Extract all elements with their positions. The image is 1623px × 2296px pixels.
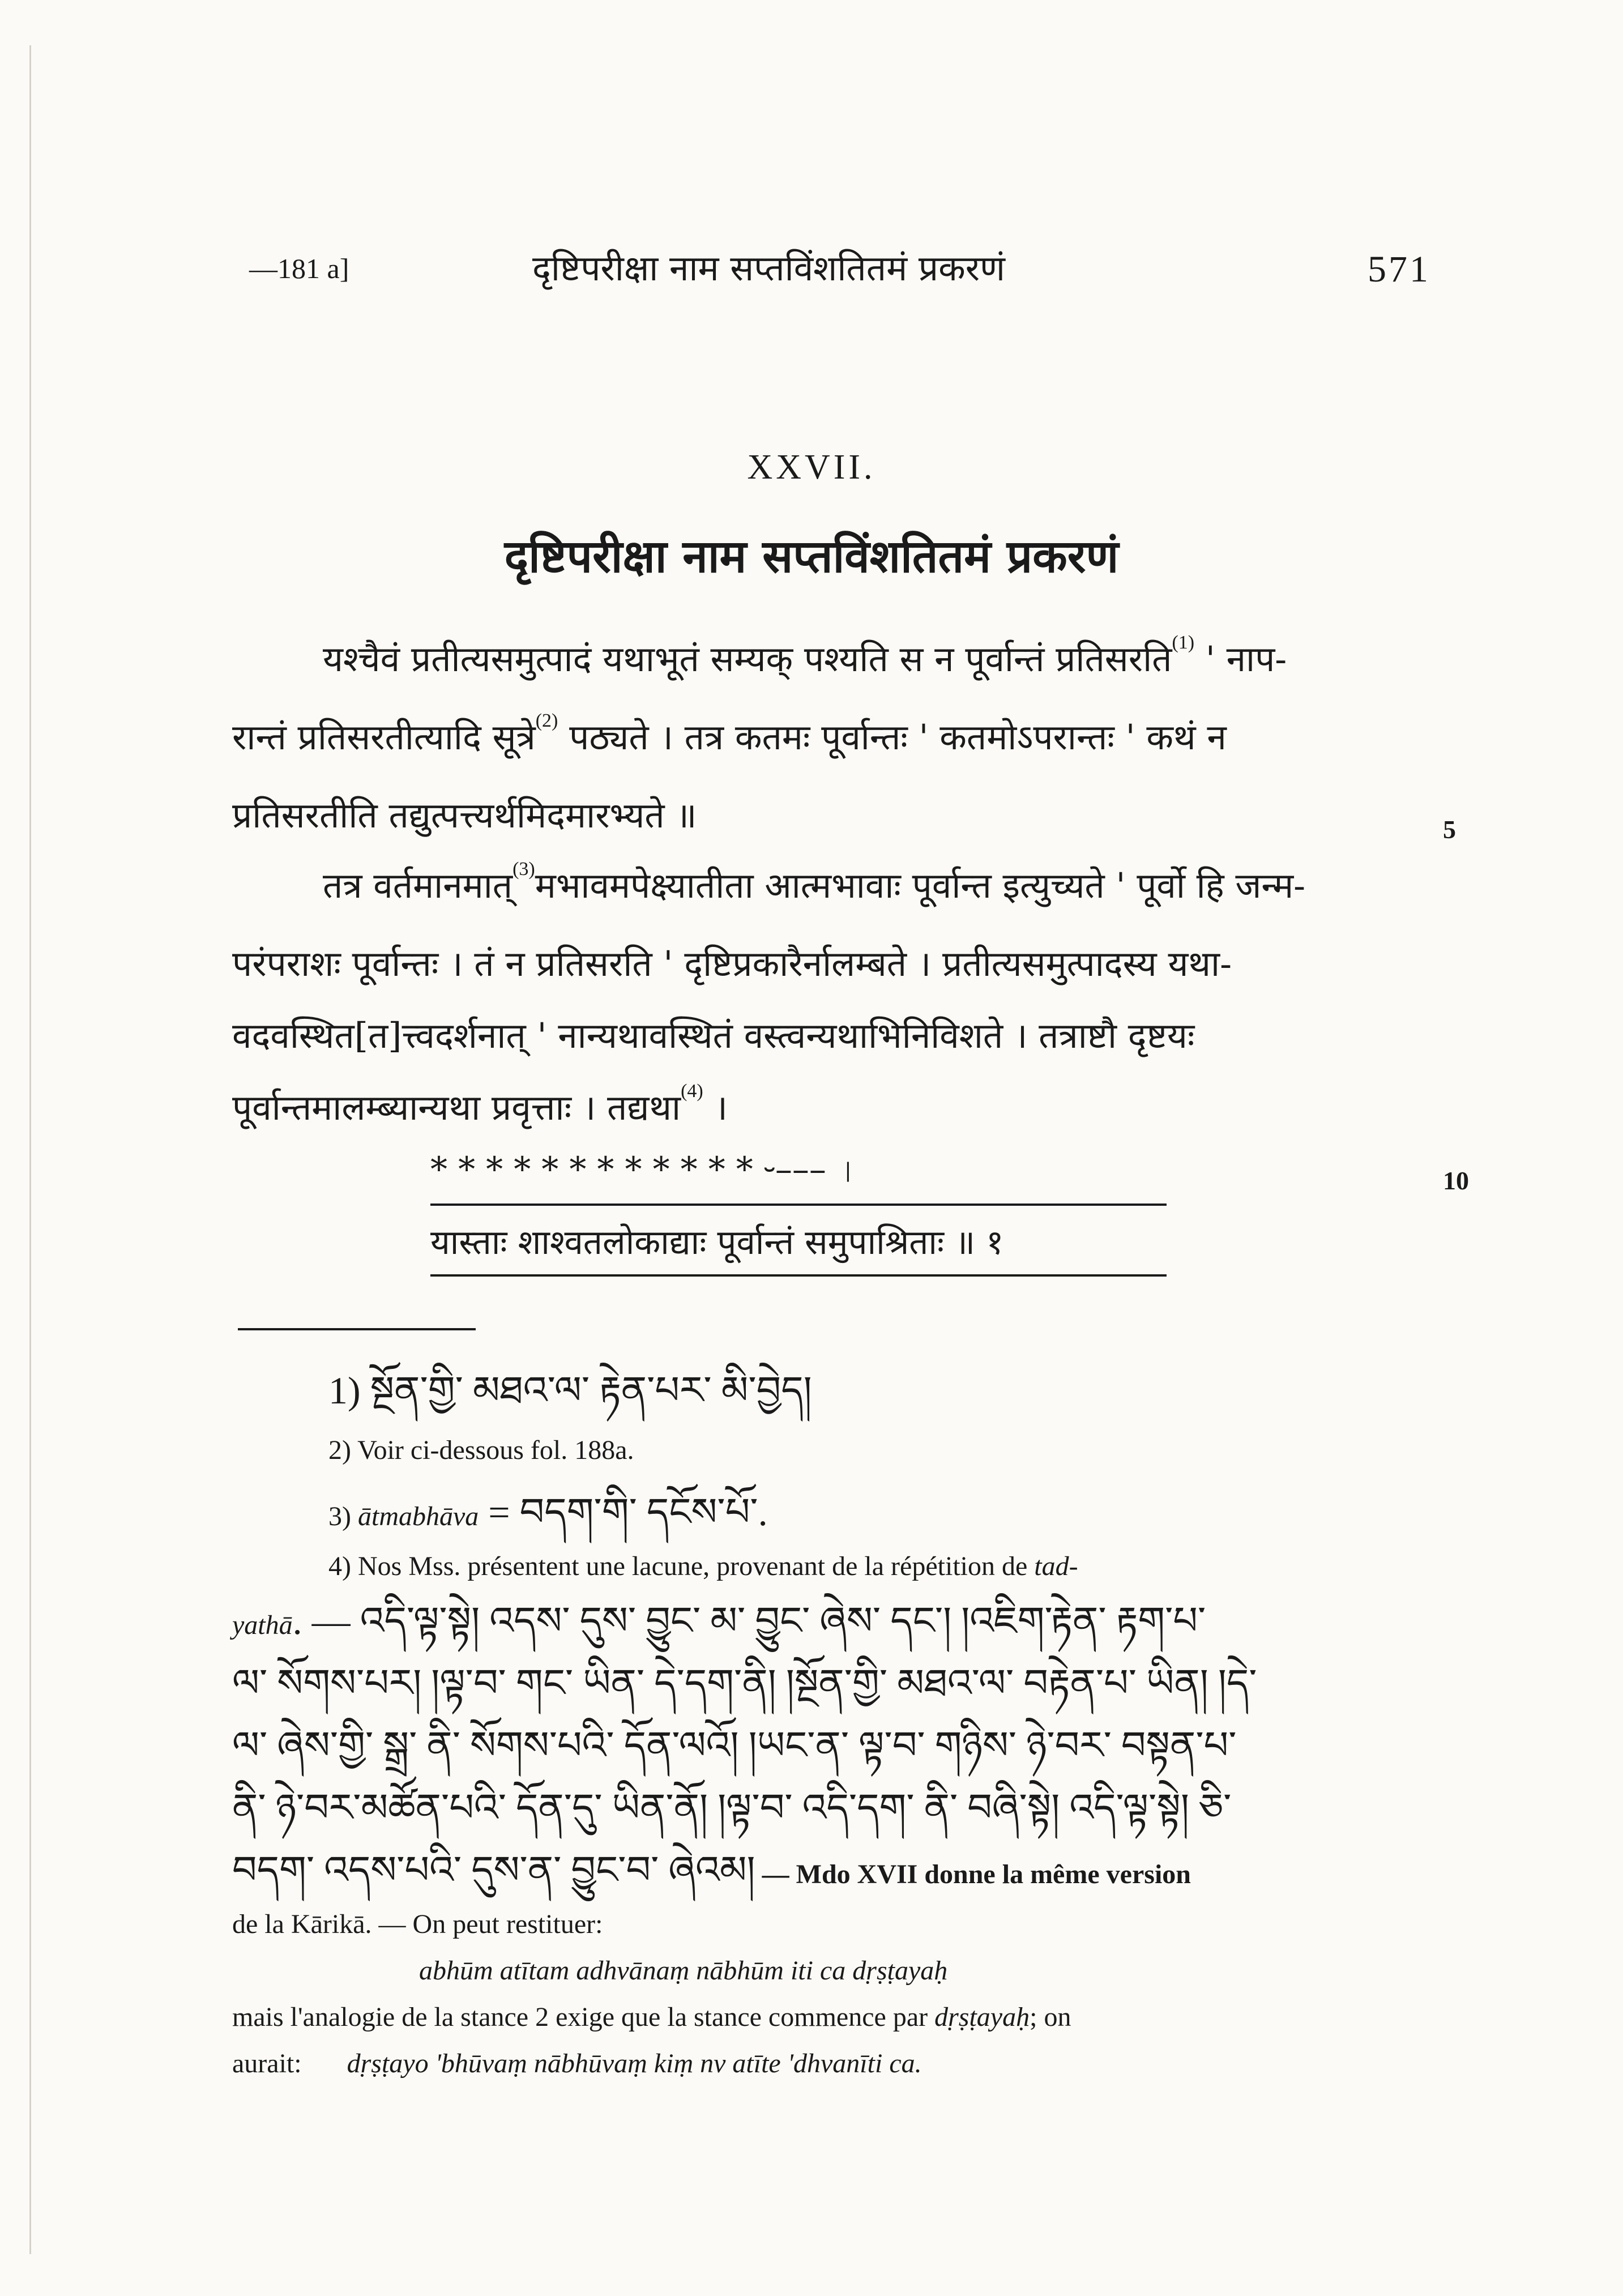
p2-l4-a: पूर्वान्तमालम्ब्यान्यथा प्रवृत्ताः । तद्यथा: [232, 1087, 681, 1128]
footnote-mark-3: (3): [512, 859, 535, 880]
page-number: 571: [1368, 249, 1430, 290]
folio-reference: —181 a]: [249, 253, 349, 284]
margin-line-number-10: 10: [1443, 1166, 1469, 1195]
fn4-line-8: de la Kārikā. — On peut restituer:: [232, 1909, 603, 1939]
paragraph-2-line-2: परंपराशः पूर्वान्तः । तं न प्रतिसरति ' दृष्टिप्रकारैर्नालम्बते । प्रतीत्यसमुत्पादस्य यथा-: [232, 943, 1232, 984]
paragraph-1-line-2: [232, 701, 1438, 779]
fn4-l10-a: mais l'analogie de la stance 2 exige que la stance commence par: [232, 2002, 935, 2032]
p1-l2-b: पठ्यते । तत्र कतमः पूर्वान्तः ' कतमोऽपरान्तः ' कथं न: [569, 716, 1227, 758]
fn4-tibetan-line-4: ལ་ ཞེས་གྱི་ སྒྲ་ ནི་ སོགས་པའི་ དོན་ལའོ། །ཡང་ན་ ལྟ་བ་ གཉིས་ ཉེ་བར་ བསྟན་པ་: [232, 1724, 1237, 1767]
footnote-4: [232, 1543, 1444, 2087]
fn4-l1-b: tad-: [1034, 1551, 1078, 1581]
fn4-line-11: [232, 2041, 1444, 2087]
fn4-line-10: [232, 1994, 1444, 2041]
fn3-number: 3): [328, 1501, 358, 1531]
paragraph-2-line-4: [232, 1072, 1438, 1150]
scan-edge-line: [29, 45, 31, 2254]
p2-l4-b: ।: [714, 1087, 728, 1128]
verse-rule-bottom: [430, 1274, 1167, 1277]
fn4-l2-b: . — འདི་ལྟ་སྟེ། འདས་ དུས་ བྱུང་ མ་ བྱུང་ ཞེས་ དང་། །འཇིག་རྟེན་ རྟག་པ་: [292, 1599, 1206, 1642]
fn4-l7: — Mdo XVII donne la même version: [762, 1859, 1191, 1889]
footnote-3: [328, 1481, 1438, 1543]
p1-l2-a: रान्तं प्रतिसरतीत्यादि सूत्रे: [232, 716, 536, 758]
fn4-l11-b: dṛṣṭayo 'bhūvaṃ nābhūvaṃ kiṃ nv atīte 'dhvanīti ca.: [347, 2049, 922, 2079]
p1-text-b: ' नाप-: [1205, 638, 1287, 680]
fn4-tibetan-line-6: བདག་ འདས་པའི་ དུས་ན་ བྱུང་བ་ ཞེའམ།: [232, 1849, 755, 1892]
p1-text-a: यश्चैवं प्रतीत्यसमुत्पादं यथाभूतं सम्यक् पश्यति स न पूर्वान्तं प्रतिसरति: [323, 638, 1172, 680]
footnote-mark-1: (1): [1172, 632, 1195, 653]
fn4-line-2: [232, 1590, 1444, 1652]
fn4-tibetan-line-5: ནི་ ཉེ་བར་མཚོན་པའི་ དོན་དུ་ ཡིན་ནོ། །ལྟ་བ་ འདི་དག་ ནི་ བཞི་སྟེ། འདི་ལྟ་སྟེ། ཅི་: [232, 1786, 1232, 1829]
footnote-separator: [238, 1328, 476, 1330]
fn4-l11-a: aurait:: [232, 2049, 302, 2079]
fn4-l1-a: 4) Nos Mss. présentent une lacune, provenant de la répétition de: [328, 1551, 1035, 1581]
paragraph-1-line-3: प्रतिसरतीति तद्युत्पत्त्यर्थमिदमारभ्यते ॥: [232, 795, 697, 836]
fn3-term: ātmabhāva: [357, 1501, 479, 1531]
footnote-mark-4: (4): [681, 1081, 703, 1102]
footnote-2: 2) Voir ci-dessous fol. 188a.: [328, 1435, 634, 1465]
paragraph-2: [232, 850, 1438, 1150]
running-title: दृष्टिपरीक्षा नाम सप्तविंशतितमं प्रकरणं: [532, 247, 1005, 289]
paragraph-2-line-3: वदवस्थित[त]त्त्वदर्शनात् ' नान्यथावस्थितं वस्त्वन्यथाभिनिविशते । तत्राष्टौ दृष्टयः: [232, 1015, 1195, 1056]
fn4-l2-a: yathā: [232, 1610, 293, 1640]
chapter-number: XXVII.: [747, 448, 876, 486]
fn4-l10-c: ; on: [1030, 2002, 1071, 2032]
p2-l1-a: तत्र वर्तमानमात्: [323, 865, 513, 906]
chapter-title: दृष्टिपरीक्षा नाम सप्तविंशतितमं प्रकरणं: [504, 530, 1119, 583]
verse-rule-top: [430, 1204, 1167, 1206]
p2-l1-b: मभावमपेक्ष्यातीता आत्मभावाः पूर्वान्त इत्युच्यते ' पूर्वो हि जन्म-: [535, 865, 1306, 906]
verse-line-1: * * * * * * * * * * * * ⏑––– ।: [430, 1150, 860, 1189]
verse-line-2: यास्ताः शाश्वतलोकाद्याः पूर्वान्तं समुपाश्रिताः ॥ १: [430, 1223, 1004, 1262]
paragraph-1-line-1: [232, 623, 1438, 701]
paragraph-1: [232, 623, 1438, 851]
fn4-line-1: [232, 1543, 1444, 1590]
footnote-1: 1) སྔོན་གྱི་ མཐའ་ལ་ རྟེན་པར་ མི་བྱེད།: [328, 1369, 812, 1412]
fn4-line-6: [232, 1839, 1444, 1901]
paragraph-2-line-1: [232, 850, 1438, 928]
fn4-l10-b: dṛṣṭayaḥ: [934, 2002, 1030, 2032]
fn4-line-9: [232, 1948, 1444, 1994]
fn3-tibetan: = བདག་གི་ དངོས་པོ་.: [479, 1491, 768, 1534]
footnote-mark-2: (2): [535, 710, 558, 731]
fn4-tibetan-line-3: ལ་ སོགས་པར། །ལྟ་བ་ གང་ ཡིན་ དེ་དག་ནི། །སྔོན་གྱི་ མཐའ་ལ་ བརྟེན་པ་ ཡིན། །དེ་: [232, 1662, 1257, 1705]
fn4-l9: abhūm atītam adhvānaṃ nābhūm iti ca dṛṣṭayaḥ: [419, 1956, 948, 1986]
margin-line-number-5: 5: [1443, 815, 1456, 844]
